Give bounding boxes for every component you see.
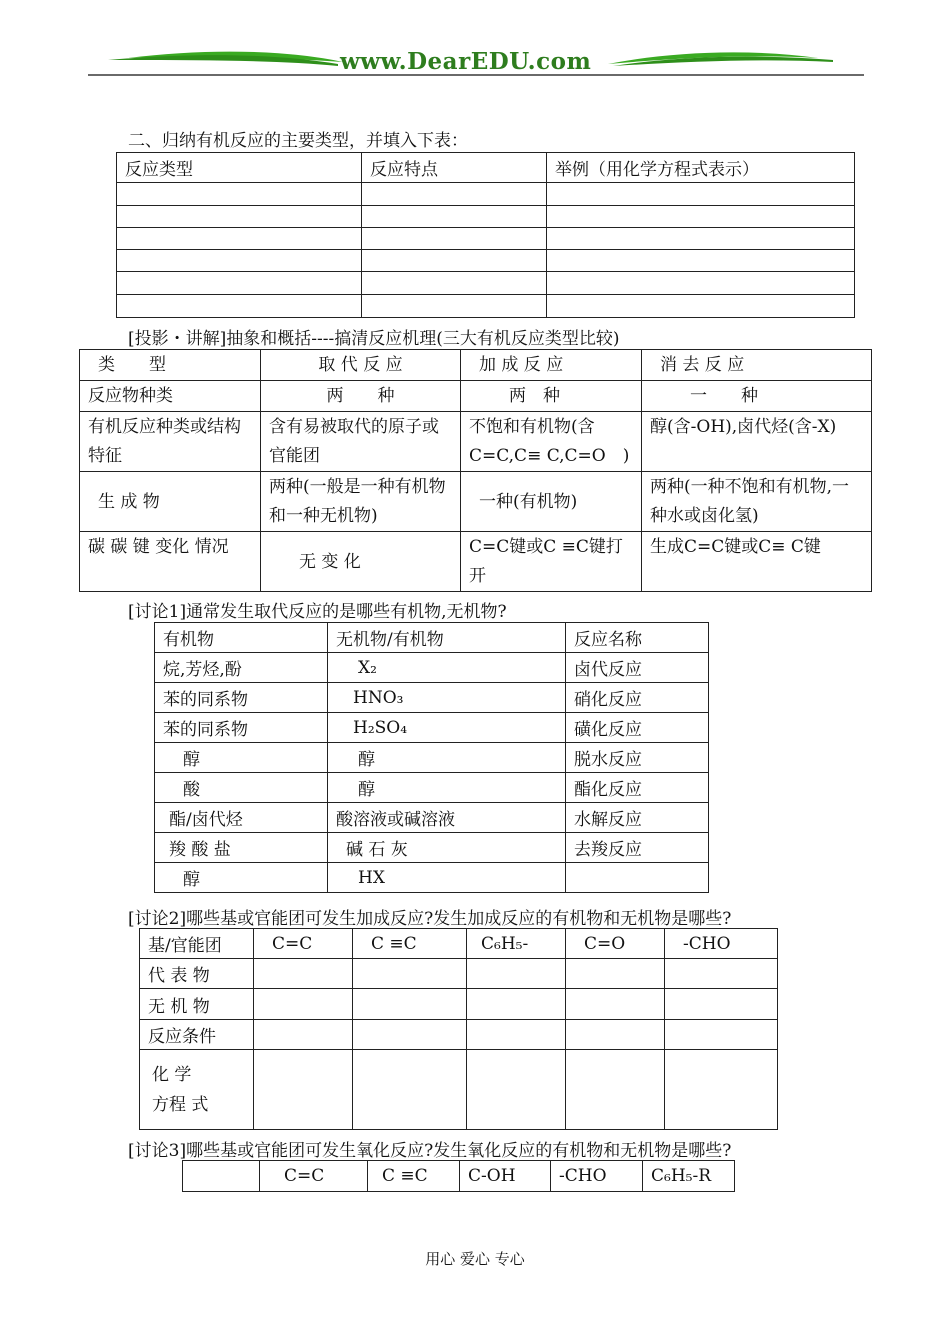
header-cell: 基/官能团 [140,929,254,959]
cell: 醇 [155,863,328,893]
empty-cell[interactable] [362,295,547,318]
reaction-types-table [116,152,855,318]
cell: 两种(一般是一种有机物和一种无机物) [261,472,461,532]
header-cell: 消 去 反 应 [642,350,872,381]
header-cell: C=C [254,929,353,959]
cell: 脱水反应 [566,743,709,773]
table-row [155,683,709,713]
empty-cell[interactable] [566,959,665,989]
table-row [155,773,709,803]
cell: 含有易被取代的原子或官能团 [261,412,461,472]
header-cell: C-OH [460,1161,551,1192]
cell: 碱 石 灰 [328,833,566,863]
cell: 酸 [155,773,328,803]
cell: 醇 [328,743,566,773]
empty-cell[interactable] [547,206,855,228]
cell: 两 种 [461,381,642,412]
cell: 醇(含-OH),卤代烃(含-X) [642,412,872,472]
table-row [80,532,872,592]
table-row [140,959,778,989]
cell: 去羧反应 [566,833,709,863]
empty-cell[interactable] [353,989,467,1020]
empty-cell[interactable] [467,1020,566,1050]
empty-cell[interactable] [362,250,547,272]
table-row [155,863,709,893]
table-row [155,833,709,863]
header-cell: 有机物 [155,623,328,653]
cell: 硝化反应 [566,683,709,713]
header-cell[interactable] [183,1161,260,1192]
empty-cell[interactable] [353,959,467,989]
empty-cell[interactable] [254,989,353,1020]
projection-title: [投影・讲解]抽象和概括----搞清反应机理(三大有机反应类型比较) [128,329,620,349]
cell: H₂SO₄ [328,713,566,743]
header-cell: C ≡C [353,929,467,959]
row-label: 代 表 物 [140,959,254,989]
empty-cell[interactable] [353,1020,467,1050]
addition-table [139,928,778,1130]
table-row [155,803,709,833]
row-label: 无 机 物 [140,989,254,1020]
header-cell: 举例（用化学方程式表示） [547,153,855,183]
table-row [117,206,855,228]
empty-cell[interactable] [117,183,362,206]
discussion1-title: [讨论1]通常发生取代反应的是哪些有机物,无机物? [128,602,507,622]
empty-cell[interactable] [117,228,362,250]
cell: 醇 [155,743,328,773]
cell: HX [328,863,566,893]
table-row [155,653,709,683]
header-cell: 无机物/有机物 [328,623,566,653]
empty-cell[interactable] [362,206,547,228]
cell: 不饱和有机物(含C=C,C≡ C,C=O ) [461,412,642,472]
table-row [80,412,872,472]
empty-cell[interactable] [566,989,665,1020]
cell: X₂ [328,653,566,683]
cell: 水解反应 [566,803,709,833]
table-header-row [80,350,872,381]
cell: 两 种 [261,381,461,412]
header-cell: C₆H₅-R [643,1161,735,1192]
cell: 酯化反应 [566,773,709,803]
header-cell: C₆H₅- [467,929,566,959]
cell: 碳 碳 键 变化 情况 [80,532,261,592]
empty-cell[interactable] [467,1050,566,1130]
header-cell: 反应特点 [362,153,547,183]
substitution-table [154,622,709,893]
site-logo[interactable]: www.DearEDU.com [340,48,592,75]
row-label: 化 学 方程 式 [140,1050,254,1130]
empty-cell[interactable] [665,989,778,1020]
discussion3-title: [讨论3]哪些基或官能团可发生氧化反应?发生氧化反应的有机物和无机物是哪些? [128,1141,732,1161]
empty-cell[interactable] [467,989,566,1020]
cell: 生 成 物 [80,472,261,532]
header-cell: 反应类型 [117,153,362,183]
header-cell: -CHO [665,929,778,959]
cell: 烷,芳烃,酚 [155,653,328,683]
cell: 一 种 [642,381,872,412]
empty-cell[interactable] [665,1020,778,1050]
cell: 无 变 化 [261,532,461,592]
empty-cell[interactable] [547,228,855,250]
table-row [155,713,709,743]
empty-cell[interactable] [547,272,855,295]
cell: 两种(一种不饱和有机物,一种水或卤化氢) [642,472,872,532]
empty-cell[interactable] [117,295,362,318]
cell: 醇 [328,773,566,803]
header-cell: -CHO [551,1161,643,1192]
table-header-row [117,153,855,183]
empty-cell[interactable] [665,1050,778,1130]
table-row [117,250,855,272]
cell: C=C键或C ≡C键打开 [461,532,642,592]
cell: 反应物种类 [80,381,261,412]
header-cell: 反应名称 [566,623,709,653]
table-row [140,989,778,1020]
cell: 一种(有机物) [461,472,642,532]
cell: 生成C=C键或C≡ C键 [642,532,872,592]
cell: 有机反应种类或结构特征 [80,412,261,472]
empty-cell[interactable] [547,295,855,318]
table-row [80,472,872,532]
table-row [117,295,855,318]
table-header-row [140,929,778,959]
empty-cell[interactable] [566,1050,665,1130]
empty-cell[interactable] [566,1020,665,1050]
cell: 酸溶液或碱溶液 [328,803,566,833]
header-cell: C=O [566,929,665,959]
table-header-row [155,623,709,653]
empty-cell[interactable] [254,959,353,989]
empty-cell[interactable] [665,959,778,989]
comparison-table [79,349,872,592]
cell[interactable] [566,863,709,893]
table-row [117,228,855,250]
header-cell: C=C [260,1161,368,1192]
empty-cell[interactable] [254,1020,353,1050]
empty-cell[interactable] [362,228,547,250]
cell: 羧 酸 盐 [155,833,328,863]
footer-text: 用心 爱心 专心 [425,1250,525,1268]
row-label: 反应条件 [140,1020,254,1050]
empty-cell[interactable] [547,250,855,272]
cell: 苯的同系物 [155,683,328,713]
cell: 卤代反应 [566,653,709,683]
table-row [140,1050,778,1130]
section2-title: 二、归纳有机反应的主要类型，并填入下表： [128,131,468,151]
table-row [140,1020,778,1050]
empty-cell[interactable] [467,959,566,989]
empty-cell[interactable] [117,250,362,272]
empty-cell[interactable] [362,272,547,295]
table-row [80,381,872,412]
table-row [117,272,855,295]
empty-cell[interactable] [117,206,362,228]
cell: HNO₃ [328,683,566,713]
table-row [155,743,709,773]
cell: 磺化反应 [566,713,709,743]
empty-cell[interactable] [353,1050,467,1130]
table-row [117,183,855,206]
table-header-row [183,1161,735,1192]
oxidation-table [182,1160,735,1192]
empty-cell[interactable] [547,183,855,206]
empty-cell[interactable] [254,1050,353,1130]
header-cell: 取 代 反 应 [261,350,461,381]
header-cell: C ≡C [368,1161,460,1192]
cell: 酯/卤代烃 [155,803,328,833]
cell: 苯的同系物 [155,713,328,743]
empty-cell[interactable] [362,183,547,206]
discussion2-title: [讨论2]哪些基或官能团可发生加成反应?发生加成反应的有机物和无机物是哪些? [128,909,732,929]
header-cell: 加 成 反 应 [461,350,642,381]
empty-cell[interactable] [117,272,362,295]
header-cell: 类 型 [80,350,261,381]
